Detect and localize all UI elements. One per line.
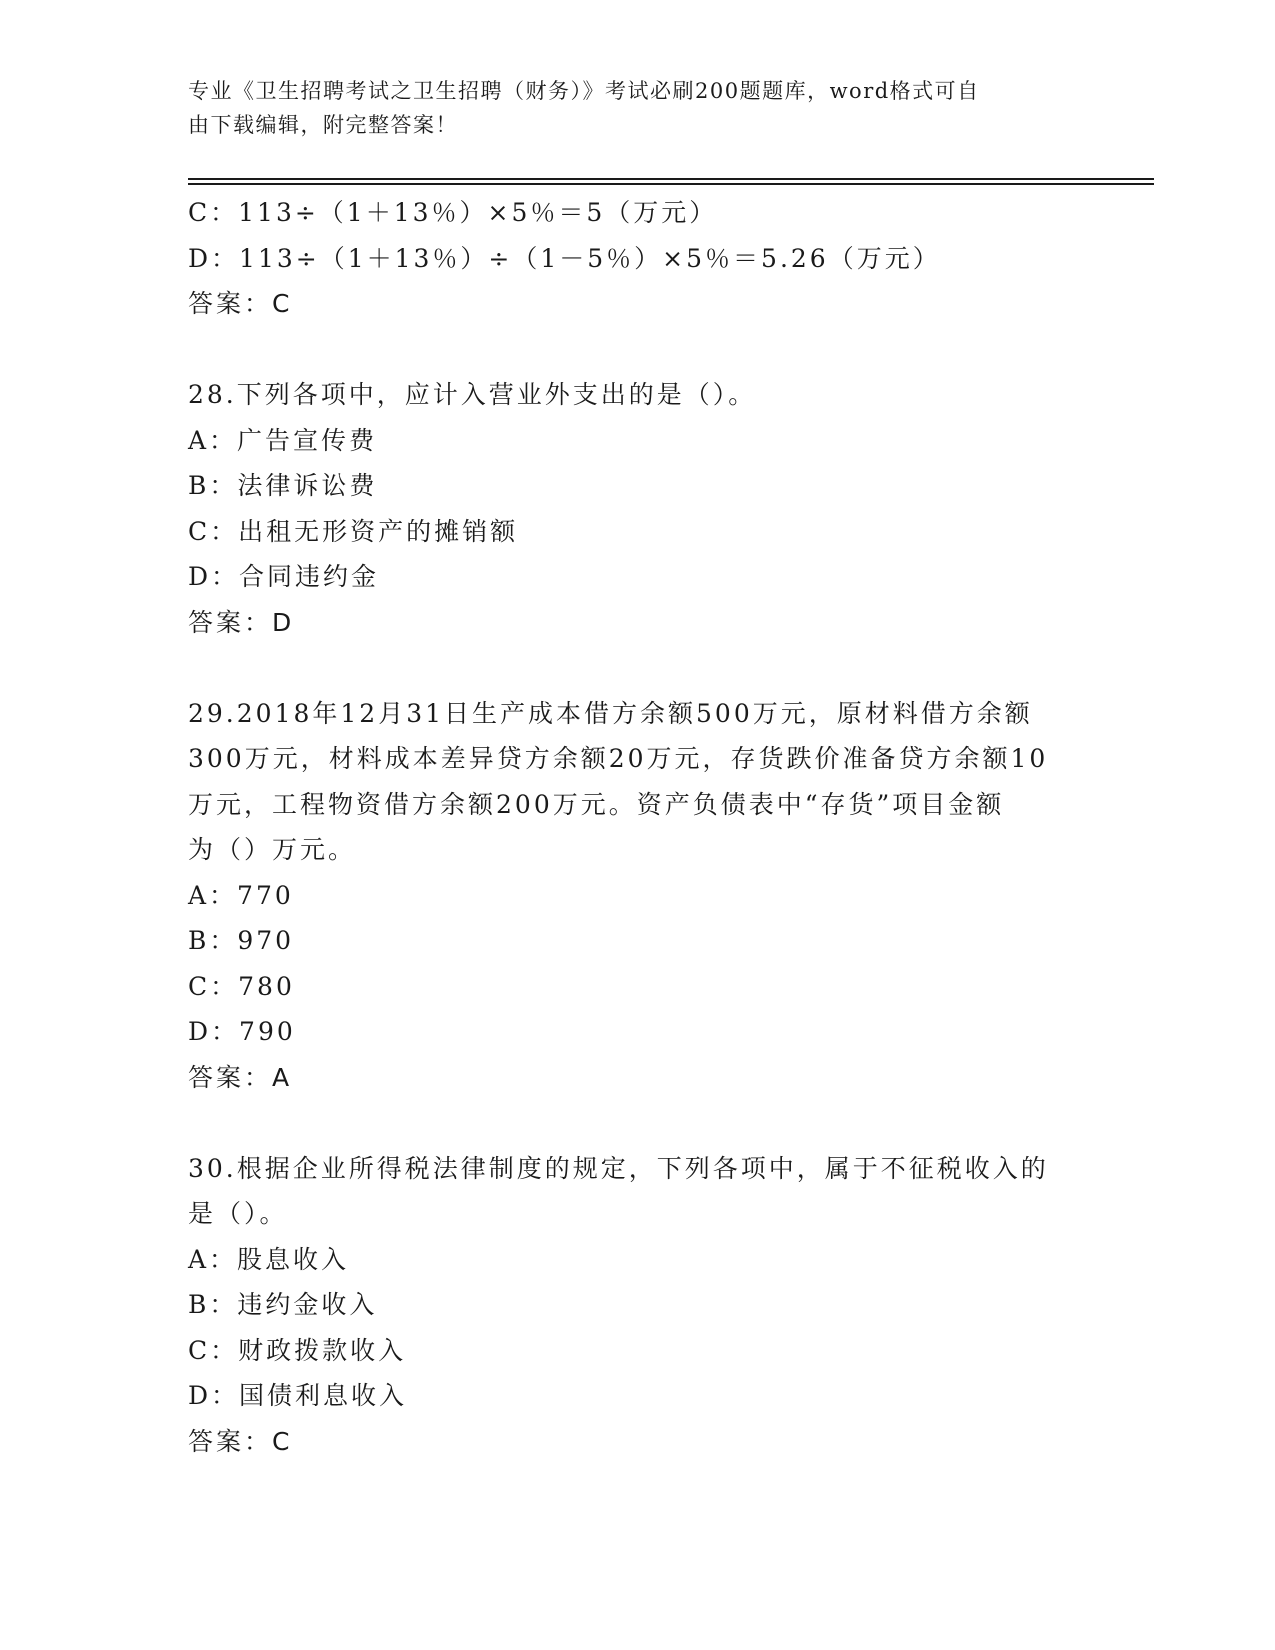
header-divider-top [188, 178, 1154, 180]
option-d: D：国债利息收入 [188, 1381, 408, 1410]
question-list [188, 190, 1088, 1464]
question-29 [188, 691, 1088, 1101]
option-b: B：违约金收入 [188, 1290, 378, 1319]
option-c: C：出租无形资产的摊销额 [188, 516, 519, 546]
header-line-2: 由下载编辑，附完整答案！ [188, 113, 458, 137]
option-a: A：股息收入 [188, 1244, 350, 1274]
question-stem-line-1: 29.2018年12月31日生产成本借方余额500万元，原材料借方余额 [188, 698, 1033, 728]
answer-line: 答案：A [188, 1062, 293, 1092]
header-divider-bottom [188, 183, 1154, 185]
option-a: A：770 [188, 880, 294, 910]
option-b: B：法律诉讼费 [188, 471, 378, 500]
option-d: D：113÷（1＋13％）÷（1－5％）×5％＝5.26（万元） [188, 243, 941, 273]
spacer [188, 327, 1088, 373]
question-30 [188, 1146, 1088, 1465]
answer-line: 答案：C [188, 1426, 293, 1456]
answer-line: 答案：D [188, 607, 295, 637]
question-stem-line-2: 是（）。 [188, 1199, 288, 1228]
option-b: B：970 [188, 926, 295, 955]
question-stem-line-3: 万元，工程物资借方余额200万元。资产负债表中“存货”项目金额 [188, 789, 1005, 819]
spacer [188, 1100, 1088, 1146]
option-c: C：113÷（1＋13％）×5％＝5（万元） [188, 198, 718, 227]
spacer [188, 645, 1088, 691]
option-c: C：780 [188, 971, 295, 1001]
document-header [188, 74, 1068, 142]
option-d: D：790 [188, 1017, 296, 1046]
question-stem-line-2: 300万元，材料成本差异贷方余额20万元，存货跌价准备贷方余额10 [188, 744, 1049, 773]
question-28 [188, 372, 1088, 645]
answer-line: 答案：C [188, 289, 293, 318]
question-stem: 28.下列各项中，应计入营业外支出的是（）。 [188, 380, 757, 409]
option-d: D：合同违约金 [188, 562, 380, 591]
question-stem-line-4: 为（）万元。 [188, 835, 357, 864]
question-stem-line-1: 30.根据企业所得税法律制度的规定，下列各项中，属于不征税收入的 [188, 1153, 1049, 1183]
option-a: A：广告宣传费 [188, 425, 378, 455]
option-c: C：财政拨款收入 [188, 1335, 407, 1365]
header-line-1: 专业《卫生招聘考试之卫生招聘（财务）》考试必刷200题题库，word格式可自 [188, 79, 980, 103]
previous-question-tail [188, 190, 1088, 327]
